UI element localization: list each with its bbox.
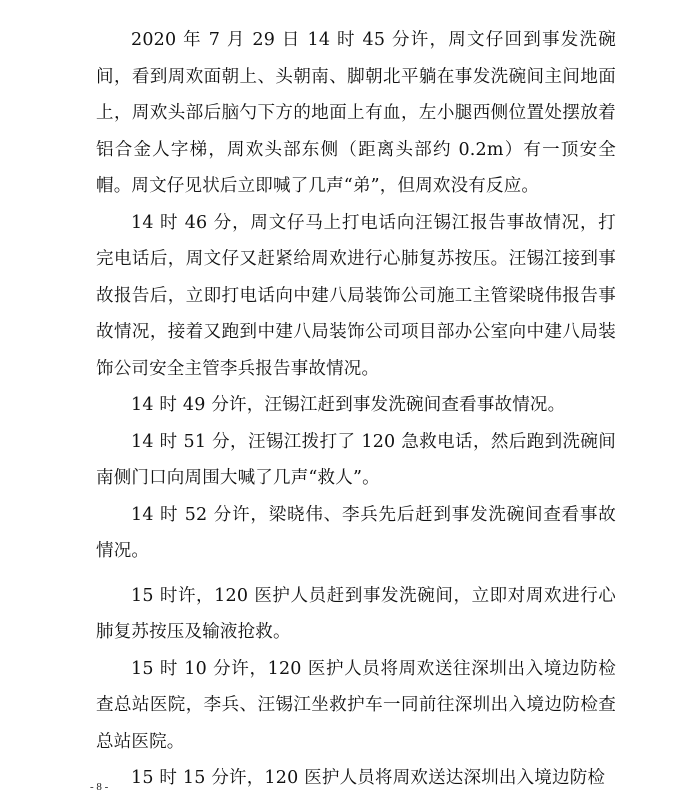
page-number: - 8 - <box>90 781 109 793</box>
paragraph-3: 14 时 49 分许，汪锡江赶到事发洗碗间查看事故情况。 <box>131 395 566 415</box>
paragraph-6: 15 时许，120 医护人员赶到事发洗碗间，立即对周欢进行心肺复苏按压及输液抢救。 <box>96 585 616 642</box>
paragraph-5: 14 时 52 分许，梁晓伟、李兵先后赶到事发洗碗间查看事故情况。 <box>96 504 616 561</box>
paragraph-8: 15 时 15 分许，120 医护人员将周欢送达深圳出入境边防检 <box>131 768 606 788</box>
paragraph-4: 14 时 51 分，汪锡江拨打了 120 急救电话，然后跑到洗碗间南侧门口向周围大喊了几声“救人”。 <box>96 431 616 488</box>
paragraph-2: 14 时 46 分，周文仔马上打电话向汪锡江报告事故情况，打完电话后，周文仔又赶紧给周欢进行心肺复苏按压。汪锡江接到事故报告后，立即打电话向中建八局装饰公司施工主管梁晓伟报告事故情况，接着又跑到中建八局装饰公司项目部办公室向中建八局装饰公司安全主管李兵报告事故情况。 <box>96 212 616 379</box>
paragraph-1: 2020 年 7 月 29 日 14 时 45 分许，周文仔回到事发洗碗间，看到周欢面朝上、头朝南、脚朝北平躺在事发洗碗间主间地面上，周欢头部后脑勺下方的地面上有血，左小腿西侧位置处摆放着铝合金人字梯，周欢头部东侧（距离头部约 0.2m）有一顶安全帽。周文仔见状后立即喊了几声“弟”，但周欢没有反应。 <box>96 30 616 196</box>
document-body <box>96 22 616 797</box>
paragraph-7: 15 时 10 分许，120 医护人员将周欢送往深圳出入境边防检查总站医院，李兵、汪锡江坐救护车一同前往深圳出入境边防检查总站医院。 <box>96 658 616 752</box>
